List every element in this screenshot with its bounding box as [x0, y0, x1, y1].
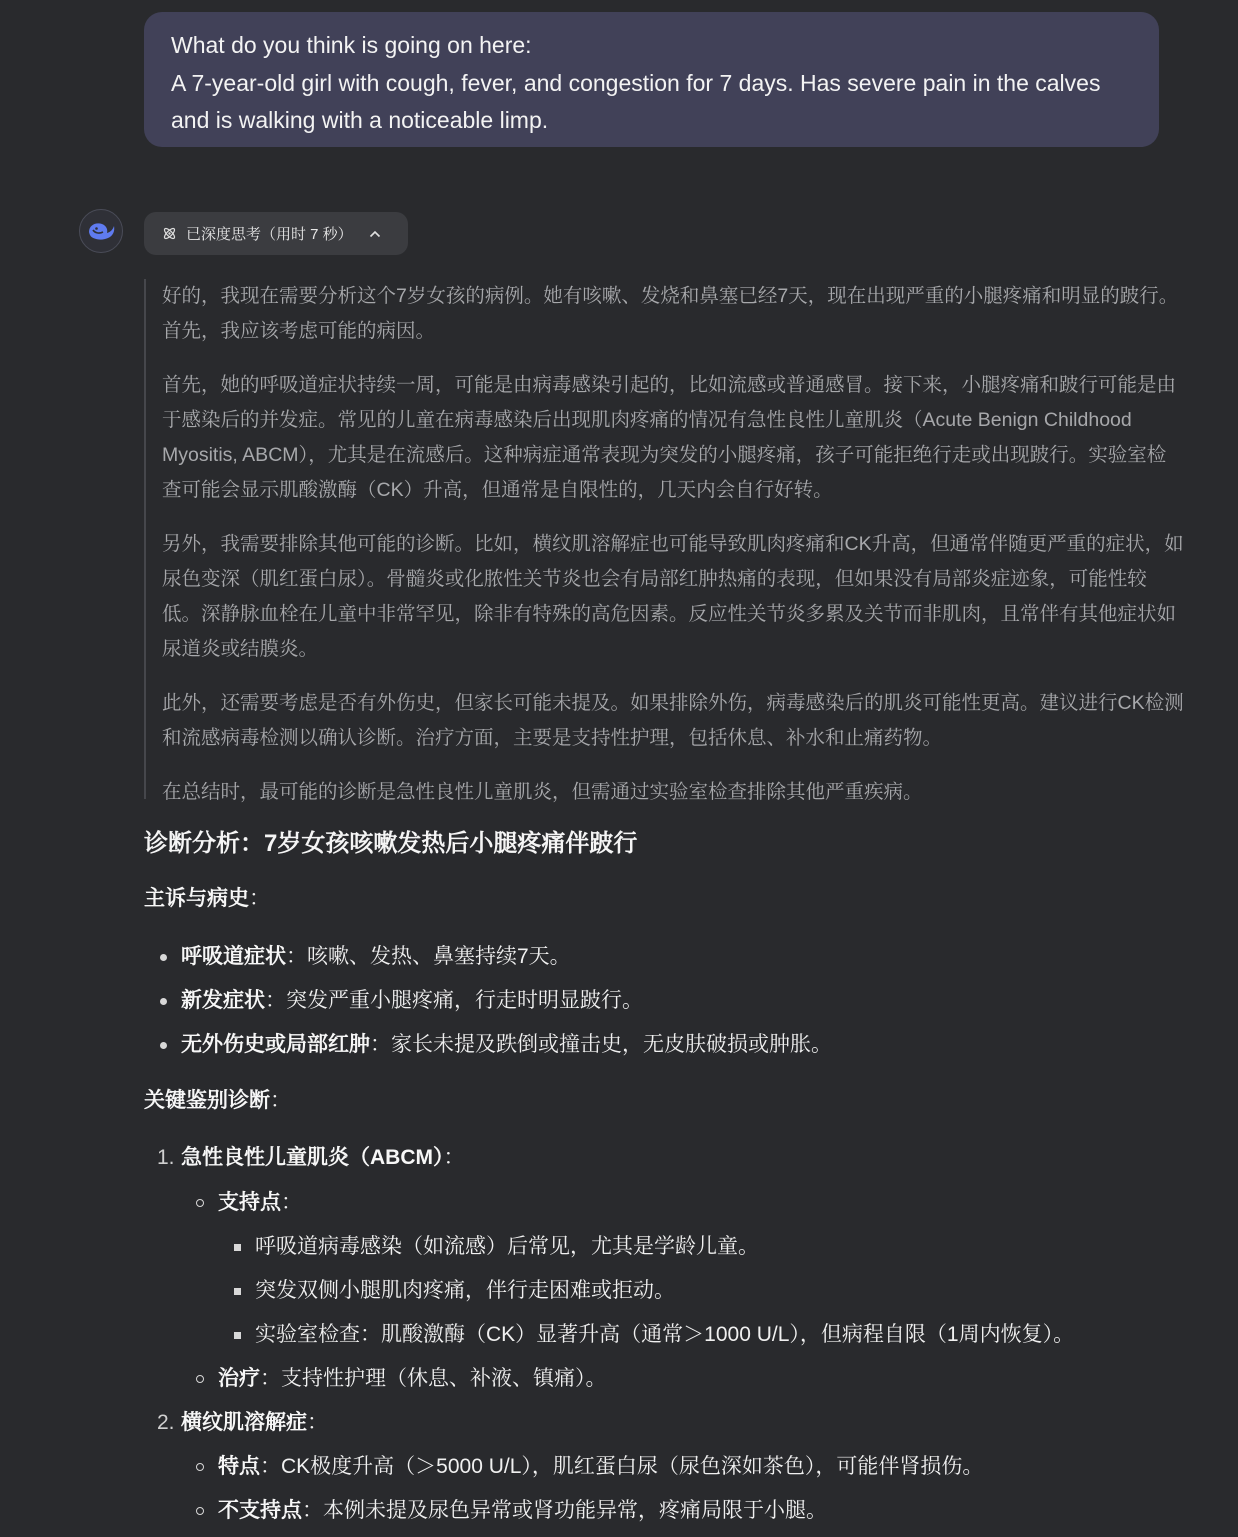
history-label: 主诉与病史	[144, 887, 249, 910]
list-item	[181, 1030, 832, 1060]
support-label: 支持点	[218, 1191, 281, 1214]
list-item-bold: 呼吸道症状	[181, 945, 286, 968]
thinking-line: 此外，还需要考虑是否有外伤史，但家长可能未提及。如果排除外伤，病毒感染后的肌炎可能性更高。建议进行CK检测	[162, 692, 1184, 714]
differential-label: 关键鉴别诊断	[144, 1089, 270, 1112]
deep-think-label: 已深度思考（用时 7 秒）	[186, 226, 353, 243]
thinking-line: 首先，我应该考虑可能的病因。	[162, 320, 436, 342]
list-item	[255, 1232, 759, 1262]
user-message-line: and is walking with a noticeable limp.	[171, 107, 549, 133]
whale-logo-icon	[86, 219, 116, 243]
deep-think-toggle[interactable]	[144, 212, 408, 255]
colon: ：	[270, 1089, 291, 1112]
thinking-line: 尿色变深（肌红蛋白尿）。骨髓炎或化脓性关节炎也会有局部红肿热痛的表现，但如果没有局部炎症迹象，可能性较	[162, 568, 1147, 590]
list-item-text: ：咳嗽、发热、鼻塞持续7天。	[286, 945, 571, 968]
list-item	[218, 1452, 983, 1482]
list-item-text: ：家长未提及跌倒或撞击史，无皮肤破损或肿胀。	[370, 1033, 832, 1056]
list-number: 1.	[157, 1146, 175, 1169]
thinking-line: 好的，我现在需要分析这个7岁女孩的病例。她有咳嗽、发烧和鼻塞已经7天，现在出现严重的小腿疼痛和明显的跛行。	[162, 285, 1179, 307]
colon: ：	[281, 1191, 302, 1214]
thinking-line: Myositis, ABCM），尤其是在流感后。这种病症通常表现为突发的小腿疼痛，孩子可能拒绝行走或出现跛行。实验室检	[162, 444, 1167, 466]
colon: ：	[307, 1411, 328, 1434]
thinking-paragraph	[162, 527, 1184, 667]
list-item	[181, 986, 643, 1016]
diagnosis-item	[157, 1408, 328, 1438]
list-item-bold: 无外伤史或局部红肿	[181, 1033, 370, 1056]
diagnosis-title: 急性良性儿童肌炎（ABCM）	[181, 1146, 444, 1169]
support-point: 实验室检查：肌酸激酶（CK）显著升高（通常＞1000 U/L），但病程自限（1周内恢复）。	[255, 1323, 1075, 1346]
history-heading	[144, 884, 270, 914]
atom-icon	[162, 226, 177, 241]
thinking-content	[144, 279, 1184, 803]
list-item	[181, 942, 571, 972]
against-label: 不支持点	[218, 1499, 302, 1522]
colon: ：	[249, 887, 270, 910]
treatment-label: 治疗	[218, 1367, 260, 1390]
diagnosis-title: 横纹肌溶解症	[181, 1411, 307, 1434]
list-item	[218, 1496, 827, 1526]
thinking-line: 于感染后的并发症。常见的儿童在病毒感染后出现肌肉疼痛的情况有急性良性儿童肌炎（Acute Benign Childhood	[162, 409, 1132, 431]
thinking-line: 在总结时，最可能的诊断是急性良性儿童肌炎，但需通过实验室检查排除其他严重疾病。	[162, 781, 923, 803]
list-item	[218, 1364, 607, 1394]
list-item	[218, 1188, 302, 1218]
thinking-line: 另外，我需要排除其他可能的诊断。比如，横纹肌溶解症也可能导致肌肉疼痛和CK升高，但通常伴随更严重的症状，如	[162, 533, 1184, 555]
thinking-line: 首先，她的呼吸道症状持续一周，可能是由病毒感染引起的，比如流感或普通感冒。接下来，小腿疼痛和跛行可能是由	[162, 374, 1177, 396]
feature-text: ：CK极度升高（＞5000 U/L），肌红蛋白尿（尿色深如茶色），可能伴肾损伤。	[260, 1455, 984, 1478]
colon: ：	[443, 1146, 465, 1169]
assistant-avatar	[79, 209, 123, 253]
user-message-line: What do you think is going on here:	[171, 32, 532, 58]
differential-heading	[144, 1086, 291, 1116]
list-item-bold: 新发症状	[181, 989, 265, 1012]
thinking-paragraph	[162, 368, 1177, 508]
thinking-line: 尿道炎或结膜炎。	[162, 638, 319, 660]
list-item-text: ：突发严重小腿疼痛，行走时明显跛行。	[265, 989, 643, 1012]
feature-label: 特点	[218, 1455, 260, 1478]
thinking-paragraph	[162, 686, 1184, 756]
list-item	[255, 1320, 1074, 1350]
answer-content	[144, 824, 1144, 864]
support-point: 呼吸道病毒感染（如流感）后常见，尤其是学龄儿童。	[255, 1235, 759, 1258]
answer-title: 诊断分析：7岁女孩咳嗽发热后小腿疼痛伴跛行	[144, 830, 638, 857]
list-number: 2.	[157, 1411, 175, 1434]
treatment-text: ：支持性护理（休息、补液、镇痛）。	[260, 1367, 607, 1390]
thinking-line: 和流感病毒检测以确认诊断。治疗方面，主要是支持性护理，包括休息、补水和止痛药物。	[162, 727, 943, 749]
against-text: ：本例未提及尿色异常或肾功能异常，疼痛局限于小腿。	[302, 1499, 827, 1522]
thinking-line: 低。深静脉血栓在儿童中非常罕见，除非有特殊的高危因素。反应性关节炎多累及关节而非肌肉，且常伴有其他症状如	[162, 603, 1177, 625]
diagnosis-item	[157, 1143, 465, 1173]
thinking-paragraph	[162, 279, 1179, 349]
user-message-line: A 7-year-old girl with cough, fever, and congestion for 7 days. Has severe pain in the calves	[171, 69, 1101, 96]
support-point: 突发双侧小腿肌肉疼痛，伴行走困难或拒动。	[255, 1279, 675, 1302]
thinking-paragraph	[162, 775, 1144, 810]
thinking-line: 查可能会显示肌酸激酶（CK）升高，但通常是自限性的，几天内会自行好转。	[162, 479, 833, 501]
user-message-bubble	[144, 12, 1159, 147]
list-item	[255, 1276, 675, 1306]
chevron-up-icon	[369, 230, 381, 238]
